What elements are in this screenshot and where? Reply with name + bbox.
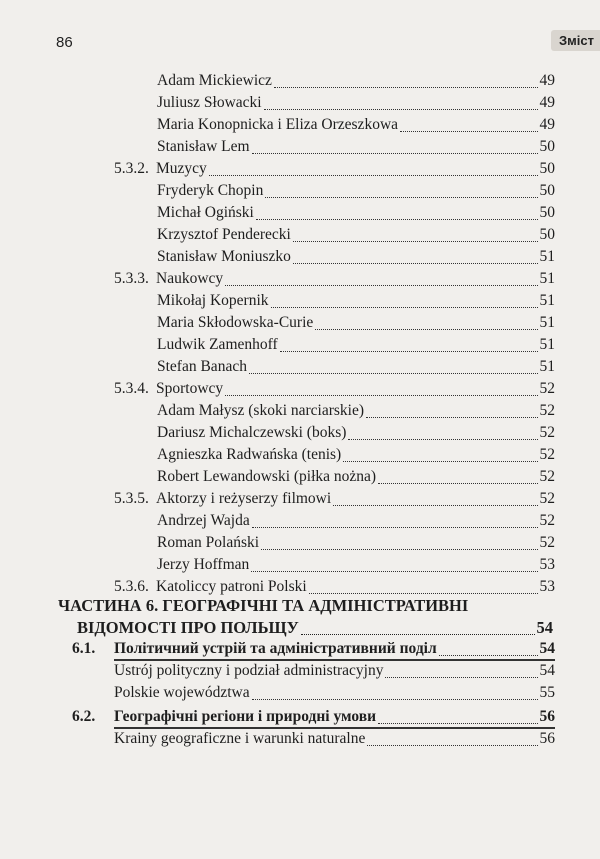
dot-leader <box>366 417 537 418</box>
toc-entry-number: 5.3.5. <box>114 490 149 507</box>
dot-leader <box>378 723 537 724</box>
dot-leader <box>264 109 538 110</box>
toc-entry <box>157 312 555 334</box>
toc-entry-page: 51 <box>539 248 555 265</box>
toc-entry-number: 5.3.3. <box>114 270 149 287</box>
toc-entry <box>157 554 555 576</box>
toc-entry <box>157 246 555 268</box>
toc-entry-page: 50 <box>539 182 555 199</box>
toc-entry <box>114 682 555 704</box>
toc-entry-title: Juliusz Słowacki <box>157 94 262 111</box>
toc-entry <box>157 334 555 356</box>
dot-leader <box>252 527 538 528</box>
section-rule <box>114 659 555 661</box>
toc-entry <box>157 466 555 488</box>
toc-entry <box>114 268 555 290</box>
toc-entry-page: 52 <box>539 490 555 507</box>
part-heading-line2: ВІДОМОСТІ ПРО ПОЛЬЩУ <box>77 618 299 637</box>
toc-entry-page: 52 <box>539 512 555 529</box>
toc-entry <box>114 158 555 180</box>
toc-entry <box>157 70 555 92</box>
dot-leader <box>225 395 537 396</box>
dot-leader <box>293 241 538 242</box>
toc-entry-title: Jerzy Hoffman <box>157 556 250 573</box>
dot-leader <box>378 483 537 484</box>
dot-leader <box>261 549 537 550</box>
toc-entry-title: Naukowcy <box>156 270 224 287</box>
toc-entry-title: Maria Konopnicka i Eliza Orzeszkowa <box>157 116 399 133</box>
dot-leader <box>301 634 535 635</box>
toc-entry-title: Robert Lewandowski (piłka nożna) <box>157 468 377 485</box>
dot-leader <box>271 307 538 308</box>
toc-entry-title: Krainy geograficzne i warunki naturalne <box>114 730 366 747</box>
dot-leader <box>439 655 538 656</box>
toc-entry-page: 50 <box>539 204 555 221</box>
toc-entry-title: Географічні регіони і природні умови <box>114 708 377 725</box>
toc-entry-title: Muzycy <box>156 160 207 177</box>
toc-entry-number: 5.3.6. <box>114 578 149 595</box>
toc-entry <box>157 136 555 158</box>
toc-entry-title: Stanisław Lem <box>157 138 250 155</box>
dot-leader <box>249 373 538 374</box>
dot-leader <box>343 461 537 462</box>
section-tab: Зміст <box>551 30 600 51</box>
toc-entry <box>157 114 555 136</box>
toc-entry-page: 51 <box>539 270 555 287</box>
toc-entry-title: Agnieszka Radwańska (tenis) <box>157 446 342 463</box>
page-number: 86 <box>56 34 73 51</box>
toc-entry <box>114 660 555 682</box>
toc-entry-title: Michał Ogiński <box>157 204 254 221</box>
toc-entry-title: Stefan Banach <box>157 358 247 375</box>
dot-leader <box>309 593 538 594</box>
toc-entry-title: Ludwik Zamenhoff <box>157 336 278 353</box>
toc-entry-title: Polskie województwa <box>114 684 250 701</box>
toc-section <box>72 706 555 728</box>
toc-entry-page: 53 <box>539 578 555 595</box>
section-rule <box>114 727 555 729</box>
toc-entry <box>157 224 555 246</box>
toc-entry <box>157 92 555 114</box>
toc-entry <box>157 180 555 202</box>
toc-entry-page: 52 <box>539 534 555 551</box>
toc-entry <box>157 532 555 554</box>
toc-entry-title: Adam Mickiewicz <box>157 72 272 89</box>
toc-section <box>72 638 555 660</box>
toc-entry-page: 50 <box>539 160 555 177</box>
toc-entry-page: 52 <box>539 402 555 419</box>
toc-entry-title: Katoliccy patroni Polski <box>156 578 307 595</box>
toc-entry-title: Krzysztof Penderecki <box>157 226 291 243</box>
toc-entry-title: Adam Małysz (skoki narciarskie) <box>157 402 365 419</box>
toc-entry-page: 51 <box>539 358 555 375</box>
dot-leader <box>315 329 537 330</box>
toc-section-number: 6.1. <box>72 640 96 657</box>
dot-leader <box>400 131 537 132</box>
toc-entry-page: 54 <box>539 662 555 679</box>
toc-entry-title: Roman Polański <box>157 534 260 551</box>
toc-entry <box>157 510 555 532</box>
toc-entry-page: 56 <box>539 708 555 725</box>
toc-entry-title: Sportowcy <box>156 380 224 397</box>
toc-entry-page: 52 <box>539 380 555 397</box>
toc-entry <box>157 202 555 224</box>
toc-entry-page: 55 <box>539 684 555 701</box>
toc-entry <box>157 290 555 312</box>
part-heading-page: 54 <box>536 618 553 637</box>
toc-entry-number: 5.3.4. <box>114 380 149 397</box>
toc-entry-title: Stanisław Moniuszko <box>157 248 291 265</box>
dot-leader <box>265 197 537 198</box>
dot-leader <box>280 351 538 352</box>
toc-entry-page: 49 <box>539 94 555 111</box>
toc-entry-number: 5.3.2. <box>114 160 149 177</box>
toc-entry-page: 56 <box>539 730 555 747</box>
toc-entry-title: Mikołaj Kopernik <box>157 292 269 309</box>
toc-entry <box>114 728 555 750</box>
toc-entry-title: Maria Skłodowska-Curie <box>157 314 314 331</box>
dot-leader <box>293 263 538 264</box>
toc-entry-page: 51 <box>539 336 555 353</box>
toc-entry-page: 53 <box>539 556 555 573</box>
part-heading-line1: ЧАСТИНА 6. ГЕОГРАФІЧНІ ТА АДМІНІСТРАТИВНІ <box>58 596 469 615</box>
toc-entry-page: 49 <box>539 116 555 133</box>
dot-leader <box>225 285 537 286</box>
dot-leader <box>274 87 538 88</box>
toc-entry-title: Fryderyk Chopin <box>157 182 264 199</box>
dot-leader <box>348 439 537 440</box>
dot-leader <box>385 677 537 678</box>
toc-entry <box>157 400 555 422</box>
toc-entry <box>157 422 555 444</box>
toc-entry-page: 52 <box>539 468 555 485</box>
toc-entry-page: 54 <box>539 640 555 657</box>
toc-entry-title: Dariusz Michalczewski (boks) <box>157 424 347 441</box>
dot-leader <box>209 175 538 176</box>
toc-entry <box>114 378 555 400</box>
toc-entry-title: Ustrój polityczny i podział administracyjny <box>114 662 384 679</box>
toc-entry-title: Aktorzy i reżyserzy filmowi <box>156 490 332 507</box>
toc-entry-page: 49 <box>539 72 555 89</box>
dot-leader <box>252 699 538 700</box>
dot-leader <box>256 219 538 220</box>
toc-entry <box>114 488 555 510</box>
toc-entry <box>157 356 555 378</box>
toc-entry-page: 50 <box>539 138 555 155</box>
part-heading <box>58 595 553 639</box>
toc-entry-page: 50 <box>539 226 555 243</box>
toc-entry-title: Політичний устрій та адміністративний поділ <box>114 640 437 657</box>
toc-entry-page: 52 <box>539 446 555 463</box>
toc-entry-page: 51 <box>539 314 555 331</box>
dot-leader <box>367 745 537 746</box>
toc-entry-page: 52 <box>539 424 555 441</box>
dot-leader <box>252 153 538 154</box>
toc-section-number: 6.2. <box>72 708 96 725</box>
toc-entry-page: 51 <box>539 292 555 309</box>
dot-leader <box>333 505 537 506</box>
toc-entry-title: Andrzej Wajda <box>157 512 250 529</box>
toc-entry <box>157 444 555 466</box>
dot-leader <box>251 571 537 572</box>
